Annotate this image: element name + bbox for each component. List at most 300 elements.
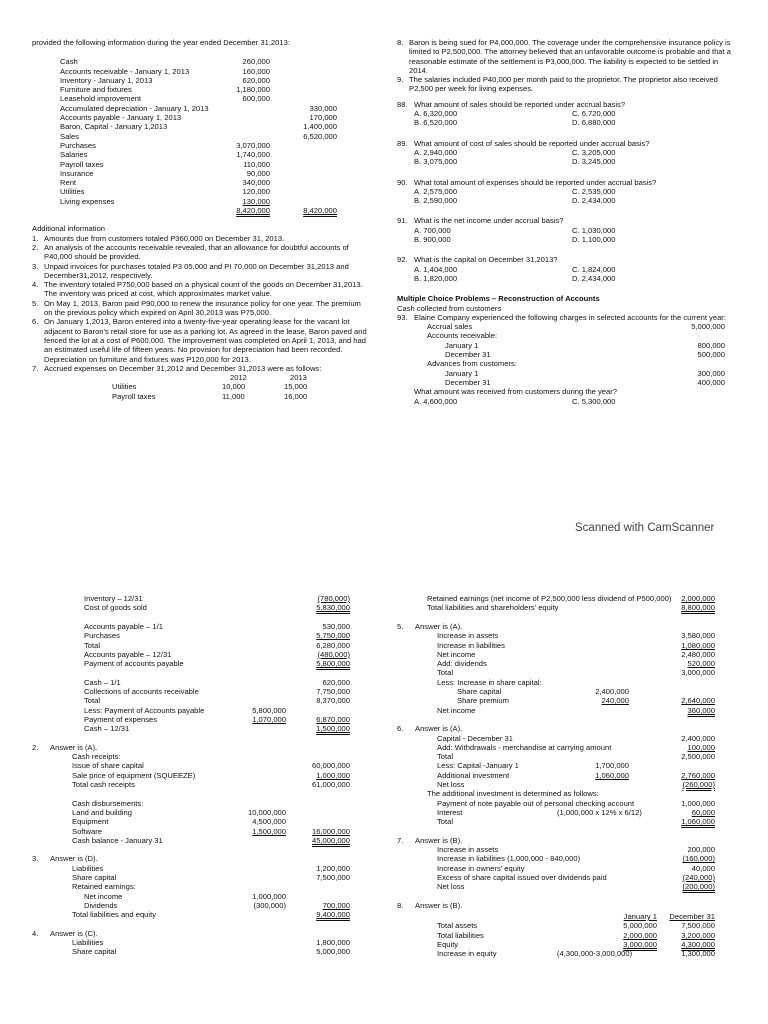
answer-col2: 6,280,000 <box>316 640 350 650</box>
answer-col1: 240,000 <box>601 696 629 706</box>
answer-label: Less: Capital -January 1 <box>437 761 519 771</box>
note-line <box>397 75 737 84</box>
item-text: Unpaid invoices for purchases totaled P3 05,000 and PI 70,000 on December 31,2013 and <box>44 261 349 271</box>
answer-label: Equipment <box>72 817 109 827</box>
answer-number: 5. <box>397 621 404 631</box>
answer-row <box>32 696 372 705</box>
trial-balance-row <box>32 104 372 113</box>
credit-value: 170,000 <box>309 113 337 123</box>
debit-value: 110,000 <box>243 159 270 169</box>
answer-label: Sale price of equipment (SQUEEZE) <box>72 770 196 780</box>
answer-label: Total <box>437 752 454 762</box>
answer-label: Share capital <box>72 947 117 957</box>
accrued-label: Payroll taxes <box>112 391 156 401</box>
answer-label: Less: Payment of Accounts payable <box>84 705 205 715</box>
trial-balance-row <box>32 94 372 103</box>
question-options-row <box>397 265 737 274</box>
answer-col2: 1,000,000 <box>316 770 350 780</box>
option-b: B. 6,520,000 <box>414 118 458 128</box>
debit-total: 8,420,000 <box>236 206 270 216</box>
q93-row <box>397 378 737 387</box>
credit-value: 6,520,000 <box>303 131 337 141</box>
answer-label: Increase in liabilities (1,000,000 - 840,000) <box>437 854 581 864</box>
question-text: What total amount of expenses should be reported under accrual basis? <box>414 177 657 187</box>
camscanner-watermark: Scanned with CamScanner <box>575 522 715 534</box>
answer-label: Add: Withdrawals - merchandise at carrying amount <box>437 742 612 752</box>
q93-value: 500,000 <box>697 350 725 360</box>
notes-list <box>397 38 737 94</box>
answer-row <box>32 836 372 845</box>
answer-label: Cash receipts: <box>72 752 121 762</box>
answer-row <box>32 901 372 910</box>
accrued-header: 2012 2013 <box>230 373 307 383</box>
option-d: D. 3,245,000 <box>572 157 616 167</box>
q93-row <box>397 331 737 340</box>
answer-row <box>32 817 372 826</box>
answer-col2: 1,200,000 <box>316 863 350 873</box>
answer-col2: 2,000,000 <box>681 594 715 603</box>
accrued-2013: 16,000 <box>284 391 308 401</box>
answer-row <box>397 696 737 705</box>
answer-col2: 360,000 <box>687 705 715 715</box>
option-c: C. 1,030,000 <box>572 225 616 235</box>
answer-row <box>32 641 372 650</box>
option-a: A. 6,320,000 <box>414 109 458 119</box>
debit-value: 620,000 <box>242 75 270 85</box>
answer-row <box>32 752 372 761</box>
answer-row <box>397 789 737 798</box>
answer-col1: 4,500,000 <box>252 817 286 827</box>
answer-col2: 60,000,000 <box>311 761 350 771</box>
answer-label: Liabilities <box>72 863 104 873</box>
trial-balance-row <box>32 150 372 159</box>
answer-col2: 200,000 <box>687 845 715 855</box>
credit-value: 330,000 <box>309 103 337 113</box>
trial-balance-row <box>32 160 372 169</box>
additional-info-line <box>32 327 372 336</box>
additional-info-line <box>32 299 372 308</box>
option-a: A. 2,940,000 <box>414 147 458 157</box>
note-text: limited to P2,500,000. The attorney believed that an unfavorable outcome is probable and that a <box>409 47 731 57</box>
answer-label: Retained earnings: <box>72 882 136 892</box>
answer-row <box>397 761 737 770</box>
accrued-2012: 11,000 <box>222 391 245 401</box>
answer-row <box>397 706 737 715</box>
answer-row <box>32 594 372 603</box>
answer-col2: 16,000,000 <box>311 826 350 836</box>
answer-label: Net loss <box>437 882 465 892</box>
answer-label: Total cash receipts <box>72 780 135 789</box>
answer-label: Answer is (A). <box>415 724 463 734</box>
additional-info-line <box>32 364 372 373</box>
answer-col2: 7,750,000 <box>316 687 350 696</box>
debit-value: 120,000 <box>242 187 270 197</box>
question-options-row <box>397 148 737 157</box>
answer-label: Cash balance - January 31 <box>72 835 163 845</box>
answer-col2: 1,500,000 <box>316 724 350 734</box>
trial-balance-row <box>32 85 372 94</box>
option-a: A. 1,404,000 <box>414 264 458 274</box>
q8-note: (4,300,000-3,000,000) <box>557 949 633 959</box>
additional-info-line <box>32 271 372 280</box>
answer-col2: 8,370,000 <box>316 696 350 706</box>
question-number: 91. <box>397 216 408 226</box>
item-number: 6. <box>32 317 39 327</box>
intro-text: provided the following information during the year ended December 31,2013: <box>32 38 290 47</box>
answer-label: Retained earnings (net income of P2,500,000 less dividend of P500,000) <box>427 594 672 603</box>
answer-row <box>397 650 737 659</box>
answer-label: Net income <box>84 891 123 901</box>
additional-info-line <box>32 243 372 252</box>
q93-row <box>397 322 737 331</box>
answer-col2: 5,830,000 <box>316 603 350 613</box>
answer-label: Net income <box>437 705 476 715</box>
item-text: an estimated useful life of fifteen years. No provision for depreciation had been recorded. <box>44 345 343 355</box>
option-b: B. 2,590,000 <box>414 196 458 206</box>
answer-row <box>32 873 372 882</box>
answer-col2: 100,000 <box>687 742 715 752</box>
answer-row <box>397 622 737 631</box>
answer-row <box>397 799 737 808</box>
account-label: Utilities <box>60 187 85 197</box>
answer-row <box>397 864 737 873</box>
q8-dec: 7,500,000 <box>681 921 715 931</box>
answer-col2: 9,400,000 <box>316 910 350 920</box>
debit-value: 340,000 <box>242 178 270 188</box>
account-label: Sales <box>60 131 79 141</box>
answer-row <box>397 687 737 696</box>
answer-row <box>397 734 737 743</box>
q8-dec-head: December 31 <box>669 912 715 921</box>
answer-label: Answer is (B). <box>415 835 463 845</box>
q93-row <box>397 350 737 359</box>
answer-label: Accounts payable – 1/1 <box>84 621 163 631</box>
trial-balance <box>32 57 372 206</box>
answer-label: Share capital <box>457 687 502 696</box>
answer-label: Collections of accounts receivable <box>84 687 199 696</box>
answer-label: Less: Increase in share capital: <box>437 677 542 687</box>
account-label: Insurance <box>60 168 94 178</box>
answer-label: Payment of note payable out of personal checking account <box>437 798 635 808</box>
answer-row <box>397 631 737 640</box>
debit-value: 600,000 <box>242 94 270 104</box>
answer-col2: 1,800,000 <box>316 938 350 948</box>
q93-label: December 31 <box>445 350 491 360</box>
debit-value: 160,000 <box>242 66 270 76</box>
question-options-row <box>397 274 737 283</box>
answer-col2: (480,000) <box>317 649 350 659</box>
q93-options: A. 4,600,000 C. 5,300,000 <box>414 396 616 406</box>
answer-col2: 2,640,000 <box>681 696 715 706</box>
q8-row <box>397 931 737 940</box>
top-left-column <box>32 38 372 401</box>
answer-label: Interest <box>437 807 463 817</box>
answer-row <box>32 892 372 901</box>
answer-row <box>32 678 372 687</box>
question-options-row <box>397 118 737 127</box>
question-text: What is the capital on December 31,2013? <box>414 255 558 265</box>
answer-col2: 2,500,000 <box>681 752 715 762</box>
answer-label: The additional investment is determined as follows: <box>427 789 599 799</box>
item-number: 4. <box>32 280 39 290</box>
item-text: fenced the lot at a cost of P600,000. The improvement was completed on April 1, 2013, and had <box>44 335 366 345</box>
answer-row <box>397 771 737 780</box>
answer-col2: 61,000,000 <box>311 780 350 789</box>
q8-row <box>397 921 737 930</box>
answer-number: 6. <box>397 724 404 734</box>
q93-value: 800,000 <box>697 340 725 350</box>
answer-label: Payment of accounts payable <box>84 659 184 669</box>
additional-info-line <box>32 336 372 345</box>
answer-col1: 1,070,000 <box>252 714 286 724</box>
q8-row <box>397 940 737 949</box>
question-line <box>397 100 737 109</box>
q8-jan: 3,000,000 <box>623 939 657 949</box>
additional-info-list <box>32 234 372 373</box>
answer-col2: 620,000 <box>322 677 350 687</box>
answer-label: Cash – 12/31 <box>84 724 130 734</box>
answer-row <box>32 631 372 640</box>
answer-row <box>32 761 372 770</box>
item-number: 1. <box>32 233 39 243</box>
q93-label: Accounts receivable: <box>427 331 498 341</box>
answer-col2: 530,000 <box>322 621 350 631</box>
answer-row <box>32 724 372 733</box>
q93-row <box>397 341 737 350</box>
answer-row <box>397 678 737 687</box>
answer-row <box>32 743 372 752</box>
q93-label: Advances from customers: <box>427 359 517 369</box>
answer-label: Net income <box>437 649 476 659</box>
answer-row <box>397 854 737 863</box>
option-a: A. 700,000 <box>414 225 451 235</box>
answer-row <box>32 715 372 724</box>
answer-row <box>32 799 372 808</box>
answer-col2: 8,800,000 <box>681 603 715 613</box>
item-text: Depreciation on furniture and fixtures was P120,000 for 2013. <box>44 354 251 364</box>
item-text: on the previous policy which expired on April 30,2013 was P75,000. <box>44 308 272 318</box>
additional-info-title: Additional information <box>32 224 106 234</box>
additional-info-line <box>32 252 372 261</box>
answer-col2: 2,480,000 <box>681 649 715 659</box>
answer-label: Total <box>437 668 454 678</box>
answer-col1: 10,000,000 <box>247 807 286 817</box>
item-text: On May 1, 2013, Baron paid P90,000 to renew the insurance policy for one year. The premium <box>44 298 361 308</box>
answer-row <box>397 752 737 761</box>
q8-jan: 2,000,000 <box>623 930 657 940</box>
item-number: 5. <box>32 298 39 308</box>
answer-row <box>32 808 372 817</box>
q93-label: January 1 <box>445 340 479 350</box>
account-label: Cash <box>60 57 78 67</box>
scanned-page-bottom <box>0 576 768 1024</box>
answer-col1: 5,800,000 <box>252 705 286 715</box>
q8-jan-head: January 1 <box>623 912 657 921</box>
account-label: Furniture and fixtures <box>60 85 132 95</box>
answer-label: Share capital <box>72 873 117 882</box>
answer-label: Payment of expenses <box>84 714 158 724</box>
answer-row <box>32 659 372 668</box>
option-d: D. 2,434,000 <box>572 196 616 206</box>
answer-row <box>32 882 372 891</box>
answer-row <box>397 901 737 910</box>
debit-value: 90,000 <box>246 168 270 178</box>
question-options-row <box>397 187 737 196</box>
trial-balance-row <box>32 141 372 150</box>
trial-balance-totals <box>32 206 372 215</box>
trial-balance-row <box>32 57 372 66</box>
question-options-row <box>397 226 737 235</box>
answer-label: Cash disbursements: <box>72 798 144 808</box>
answer-col1: 1,700,000 <box>595 761 629 771</box>
additional-info-line <box>32 280 372 289</box>
q8-dec: 1,300,000 <box>681 949 715 959</box>
answer-row <box>32 910 372 919</box>
answer-row <box>32 706 372 715</box>
account-label: Accounts receivable - January 1, 2013 <box>60 66 190 76</box>
accrued-2012: 10,000 <box>222 382 246 392</box>
answer-label: Share premium <box>457 696 509 706</box>
answer-col2: 60,000 <box>691 807 715 817</box>
q93-text: 93. Elaine Company experienced the following charges in selected accounts for the current year: <box>397 312 726 322</box>
answer-label: Issue of share capital <box>72 761 144 771</box>
answer-col1: 1,500,000 <box>252 826 286 836</box>
answer-col1: 1,000,000 <box>252 891 286 901</box>
answer-label: Accounts payable – 12/31 <box>84 649 172 659</box>
question-options-row <box>397 109 737 118</box>
answer-row <box>397 808 737 817</box>
question-line <box>397 178 737 187</box>
answer-col2: 5,000,000 <box>316 947 350 957</box>
trial-balance-row <box>32 122 372 131</box>
answer-label: Capital - December 31 <box>437 733 513 743</box>
account-label: Purchases <box>60 140 96 150</box>
note-line <box>397 57 737 66</box>
answer-row <box>32 827 372 836</box>
question-number: 88. <box>397 99 408 109</box>
debit-value: 3,070,000 <box>236 140 270 150</box>
answer-row <box>397 882 737 891</box>
answer-label: Total liabilities and equity <box>72 910 157 920</box>
q8-row <box>397 949 737 958</box>
answer-col2: 2,400,000 <box>681 733 715 743</box>
account-label: Baron, Capital - January 1,2013 <box>60 122 168 132</box>
option-b: B. 900,000 <box>414 235 451 245</box>
additional-info-line <box>32 345 372 354</box>
accrued-label: Utilities <box>112 382 137 392</box>
answer-label: Inventory – 12/31 <box>84 594 143 603</box>
answer-row <box>397 603 737 612</box>
answer-row <box>397 724 737 733</box>
note-number: 8. <box>397 38 404 47</box>
q8-header <box>397 912 737 921</box>
question-line <box>397 216 737 225</box>
item-text: P40,000 should be provided. <box>44 252 141 262</box>
item-text: Accrued expenses on December 31,2012 and December 31,2013 were as follows: <box>44 363 322 373</box>
answer-col2: 3,000,000 <box>681 668 715 678</box>
q93-label: January 1 <box>445 368 479 378</box>
option-d: D. 6,880,000 <box>572 118 616 128</box>
answer-col2: 520,000 <box>687 659 715 669</box>
answer-number: 8. <box>397 900 404 910</box>
answer-label: Increase in owners' equity <box>437 863 525 873</box>
answer-row <box>397 845 737 854</box>
trial-balance-row <box>32 178 372 187</box>
answer-label: Dividends <box>84 900 118 910</box>
additional-info-line <box>32 234 372 243</box>
answer-label: Net loss <box>437 780 465 789</box>
accrued-table <box>32 382 372 401</box>
answer-label: Additional investment <box>437 770 510 780</box>
question-line <box>397 139 737 148</box>
account-label: Salaries <box>60 150 88 160</box>
question-text: What is the net income under accrual basis? <box>414 216 564 226</box>
answer-row <box>32 864 372 873</box>
mc-subtitle: Cash collected from customers <box>397 303 502 313</box>
answer-row <box>397 780 737 789</box>
option-b: B. 3,075,000 <box>414 157 458 167</box>
answer-label: Answer is (D). <box>50 854 98 864</box>
answer-row <box>32 650 372 659</box>
q93-value: 400,000 <box>697 377 725 387</box>
q8-dec: 4,300,000 <box>681 939 715 949</box>
answer-col2: 45,000,000 <box>311 835 350 845</box>
answer-row <box>32 947 372 956</box>
trial-balance-row <box>32 67 372 76</box>
answer-row <box>397 641 737 650</box>
q8-label: Total assets <box>437 921 478 931</box>
answer-col2: 3,580,000 <box>681 631 715 641</box>
answer-row <box>397 836 737 845</box>
answer-label: Purchases <box>84 631 120 641</box>
q8-label: Equity <box>437 939 459 949</box>
option-d: D. 2,434,000 <box>572 273 616 283</box>
item-text: The inventory totaled P750,000 based on a physical count of the goods on December 31,2013. <box>44 280 363 290</box>
question-options-row <box>397 196 737 205</box>
answer-label: Land and building <box>72 807 132 817</box>
q93-table <box>397 322 737 387</box>
option-c: C. 6,720,000 <box>572 109 616 119</box>
note-line <box>397 66 737 75</box>
answer-label: Software <box>72 826 102 836</box>
trial-balance-row <box>32 76 372 85</box>
option-b: B. 1,820,000 <box>414 273 458 283</box>
item-text: On January 1,2013, Baron entered into a twenty-five-year operating lease for the vacant lot <box>44 317 350 327</box>
answer-col2: (260,000) <box>682 780 715 789</box>
answer-col2: 2,760,000 <box>681 770 715 780</box>
question-text: What amount of sales should be reported under accrual basis? <box>414 99 626 109</box>
answer-col2: 700,000 <box>322 900 350 910</box>
answer-col1: 1,060,000 <box>595 770 629 780</box>
answer-row <box>397 873 737 882</box>
q8-label: Increase in equity <box>437 949 497 959</box>
additional-info-line <box>32 262 372 271</box>
answer-label: Add: dividends <box>437 659 487 669</box>
answer-col2: 6,870,000 <box>316 714 350 724</box>
answer-label: Answer is (C). <box>50 928 98 938</box>
additional-info-line <box>32 308 372 317</box>
credit-total: 8,420,000 <box>303 206 337 216</box>
answer-col2: (780,000) <box>317 594 350 603</box>
q93-label: December 31 <box>445 377 491 387</box>
note-line <box>397 84 737 93</box>
answer-label: Cash – 1/1 <box>84 677 121 687</box>
mc-title: Multiple Choice Problems – Reconstruction of Accounts <box>397 294 600 304</box>
item-text: An analysis of the accounts receivable revealed, that an allowance for doubtful accounts of <box>44 242 349 252</box>
answer-label: Total liabilities and shareholders' equity <box>427 603 559 613</box>
note-text: P2,500 per week for living expenses. <box>409 84 534 94</box>
item-text: adjacent to Baron's retail store for use as a parking lot. As agreed in the lease, Baron paved and <box>44 326 367 336</box>
